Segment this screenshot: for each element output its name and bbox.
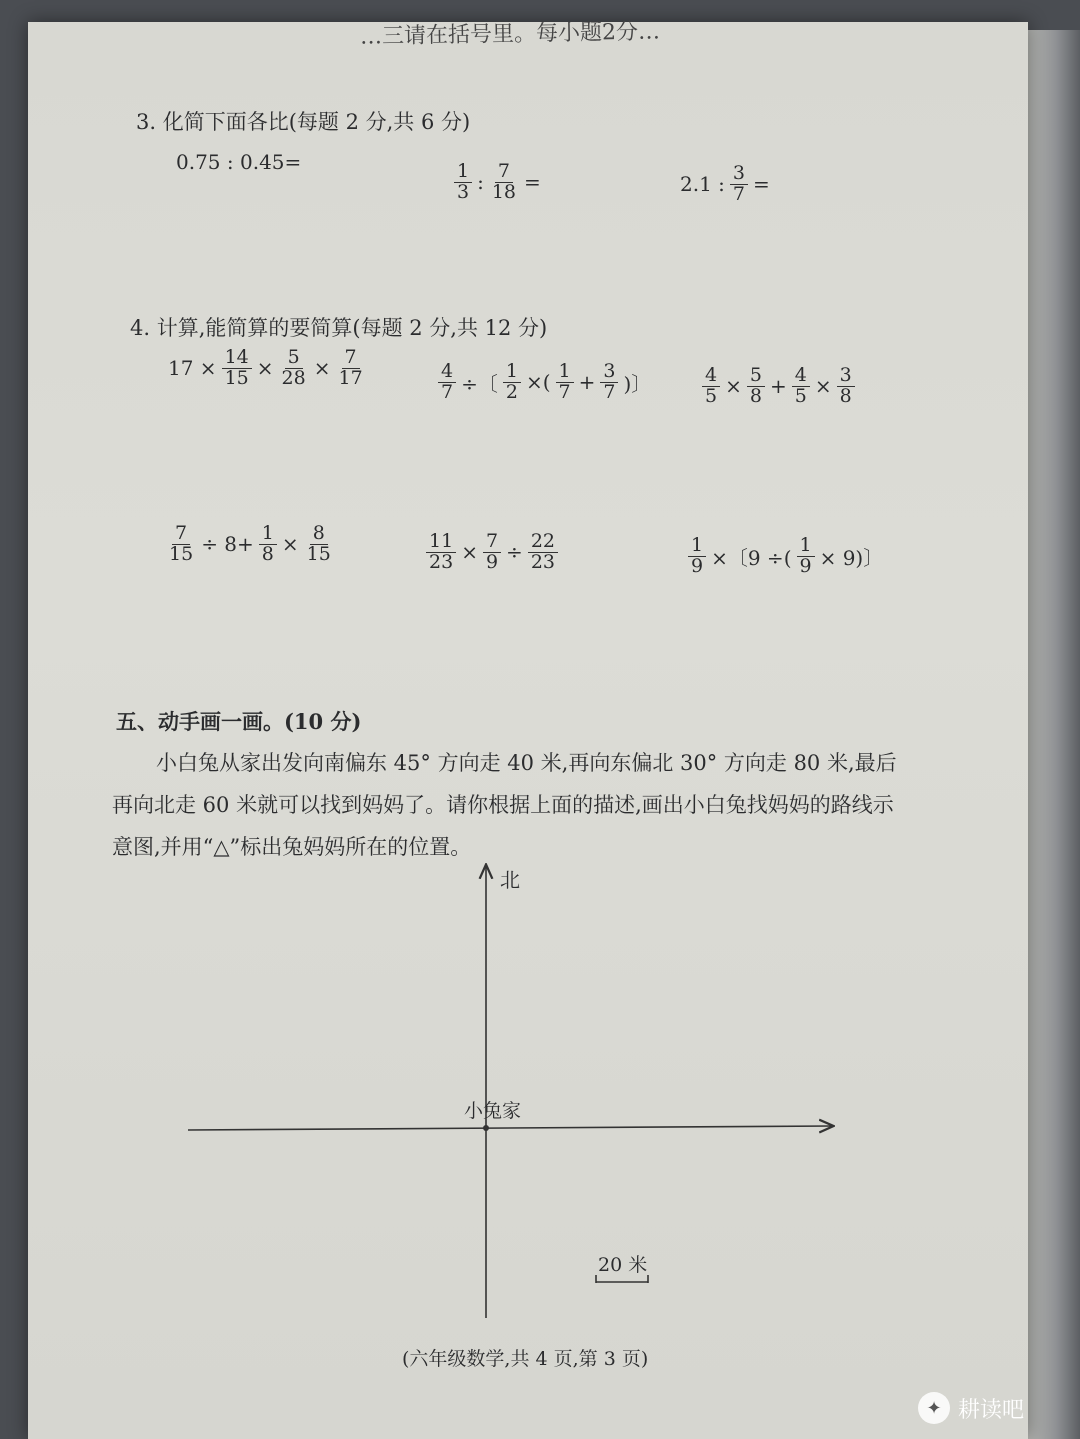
expr-lead: 2.1 : (680, 172, 725, 197)
operator: ×( (525, 370, 551, 395)
fraction: $\frac{22}{23}$ (528, 532, 558, 573)
operator: × (281, 532, 299, 557)
wechat-icon: ✦ (918, 1392, 950, 1424)
watermark-text: 耕读吧 (958, 1397, 1025, 1423)
equals-sign: = (524, 170, 541, 195)
scale-label: 20 米 (598, 1254, 648, 1276)
section5-paragraph: 小白兔从家出发向南偏东 45° 方向走 40 米,再向东偏北 30° 方向走 80 米,最后再向北走 60 米就可以找到妈妈了。请你根据上面的描述,画出小白兔找妈妈的路线示意图,并用“△”标出兔妈妈所在的位置。 (112, 751, 897, 859)
fraction: $\frac{11}{23}$ (426, 532, 456, 573)
fraction: $\frac{4}{5}$ (792, 366, 810, 407)
home-point (483, 1125, 489, 1131)
fraction: $\frac{1}{9}$ (688, 536, 706, 577)
fraction: $\frac{4}{5}$ (702, 366, 720, 407)
fraction: $\frac{14}{15}$ (222, 348, 252, 389)
fraction: $\frac{7}{18}$ (491, 160, 517, 203)
operator: + (578, 370, 596, 395)
operator: × 9)〕 (819, 545, 884, 570)
cut-off-top-line: …三请在括号里。每小题2分… (359, 19, 661, 50)
operator: + (769, 374, 787, 399)
operator: × (725, 374, 742, 399)
fraction: $\frac{4}{7}$ (438, 362, 456, 403)
operator: × (814, 374, 832, 399)
fraction: $\frac{7}{17}$ (338, 346, 363, 389)
north-label: 北 (500, 868, 520, 892)
fraction: $\frac{3}{7}$ (730, 164, 748, 205)
q4-heading: 4. 计算,能简算的要简算(每题 2 分,共 12 分) (130, 316, 548, 340)
operator: ÷ (506, 540, 523, 565)
fraction: $\frac{8}{15}$ (306, 522, 331, 565)
operator: ÷ 8+ (201, 532, 254, 557)
operator: ÷〔 (461, 371, 498, 396)
ratio-sign: : (477, 170, 484, 195)
expr-lead: 17 × (168, 356, 217, 381)
fraction: $\frac{1}{3}$ (454, 162, 472, 203)
section5-heading: 五、动手画一画。(10 分) (116, 709, 362, 734)
east-axis (188, 1126, 832, 1130)
fraction: $\frac{1}{2}$ (503, 362, 521, 403)
operator: × (256, 356, 274, 381)
fraction: $\frac{3}{8}$ (837, 366, 855, 407)
operator: ×〔9 ÷( (711, 545, 792, 570)
page-footer: (六年级数学,共 4 页,第 3 页) (402, 1348, 649, 1370)
equals-sign: = (753, 172, 770, 197)
watermark (918, 1392, 1024, 1424)
home-label: 小兔家 (464, 1100, 522, 1122)
operator: × (313, 356, 331, 381)
fraction: $\frac{1}{7}$ (556, 362, 574, 403)
operator: )〕 (623, 371, 652, 396)
fraction: $\frac{5}{8}$ (747, 366, 765, 407)
operator: × (461, 540, 478, 565)
fraction: $\frac{5}{28}$ (281, 346, 306, 389)
fraction: $\frac{3}{7}$ (600, 362, 618, 403)
fraction: $\frac{1}{9}$ (797, 536, 815, 577)
fraction: $\frac{7}{15}$ (169, 522, 194, 565)
q3-expr-1: 0.75 : 0.45= (176, 150, 302, 174)
fraction: $\frac{7}{9}$ (483, 532, 501, 573)
fraction: $\frac{1}{8}$ (259, 524, 277, 565)
q3-heading: 3. 化简下面各比(每题 2 分,共 6 分) (136, 110, 471, 134)
